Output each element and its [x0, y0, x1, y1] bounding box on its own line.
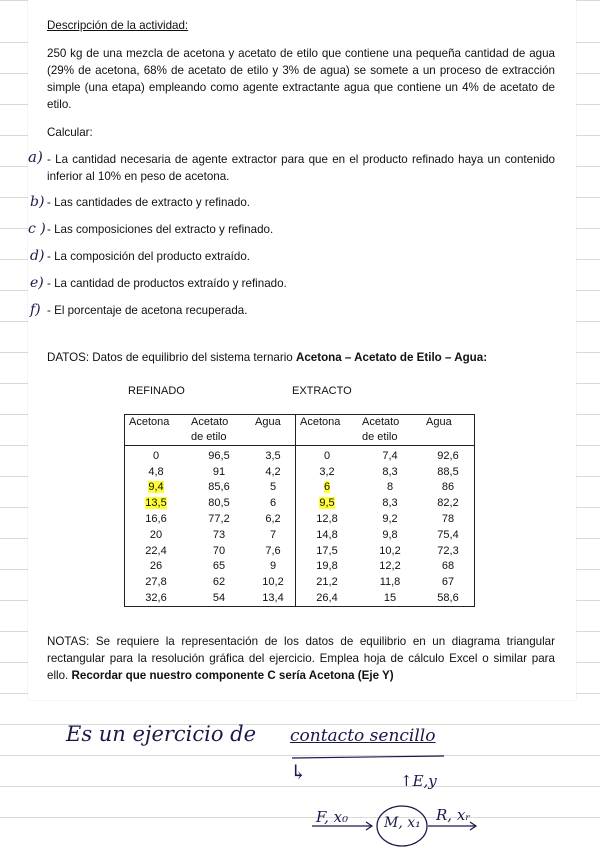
table-cell	[125, 480, 188, 496]
table-cell: 8,3	[382, 465, 398, 478]
highlighted-value: 9,4	[148, 481, 164, 494]
notes-text: NOTAS: Se requiere la representación de los datos de equilibrio en un diagrama triangular rectangular para la resolución gráfica del ejercicio. Emplea hoja de cálculo Excel o similar para ello.	[47, 635, 555, 682]
table-cell: 73	[212, 528, 226, 541]
table-cell: 0	[296, 446, 359, 464]
table-cell: 13,4	[262, 592, 284, 605]
table-row	[125, 590, 475, 606]
table-cell: 16,6	[145, 513, 167, 526]
table-row	[125, 480, 475, 496]
activity-heading: Descripción de la actividad:	[47, 19, 189, 32]
table-group-refinado: REFINADO	[128, 385, 185, 397]
col-header	[296, 415, 359, 446]
table-cell: 62	[212, 576, 226, 589]
notes-bold: Recordar que nuestro componente C sería Acetona (Eje Y)	[71, 669, 394, 682]
table-row	[125, 543, 475, 559]
col-header-line: Acetato	[191, 416, 229, 428]
handwritten-mark-d: d)	[30, 248, 45, 264]
table-cell: 88,5	[437, 465, 459, 478]
handwritten-mark-b: b)	[30, 194, 45, 210]
table-cell: 96,5	[208, 449, 230, 462]
table-cell: 7	[269, 528, 277, 541]
table-cell: 8	[386, 481, 394, 494]
table-cell: 67	[441, 576, 455, 589]
task-b: - Las cantidades de extracto y refinado.	[47, 196, 251, 209]
table-cell: 15	[383, 592, 397, 605]
table-row	[125, 574, 475, 590]
handwritten-mark-f: f)	[30, 302, 41, 318]
table-cell: 3,5	[265, 449, 281, 462]
feed-arrow-head	[366, 822, 372, 830]
table-cell: 9	[269, 560, 277, 573]
datos-prefix: DATOS: Datos de equilibrio del sistema ternario	[47, 351, 296, 364]
table-cell: 5	[269, 481, 277, 494]
highlighted-value: 6	[323, 481, 331, 494]
table-row	[125, 559, 475, 575]
handwritten-mark-a: a)	[28, 148, 43, 166]
table-cell: 91	[212, 465, 226, 478]
underline-stroke	[292, 756, 444, 758]
table-cell	[125, 495, 188, 511]
handwritten-mark-e: e)	[30, 275, 44, 291]
table-cell: 58,6	[437, 592, 459, 605]
table-cell: 14,8	[296, 527, 359, 543]
handwritten-line1b: contacto sencillo	[290, 726, 436, 746]
table-cell: 22,4	[145, 544, 167, 557]
table-header-row	[125, 415, 475, 446]
handwritten-node: M, x₁	[384, 815, 421, 831]
table-body	[125, 446, 475, 607]
table-cell: 12,2	[379, 560, 401, 573]
table-cell: 32,6	[145, 592, 167, 605]
table-cell: 80,5	[208, 497, 230, 510]
task-e: - La cantidad de productos extraído y refinado.	[47, 277, 287, 290]
calcular-label: Calcular:	[47, 126, 93, 139]
col-header-line: de etilo	[362, 431, 398, 443]
table-cell	[296, 495, 359, 511]
handwritten-right-stream: R, xᵣ	[436, 806, 471, 824]
intro-paragraph: 250 kg de una mezcla de acetona y acetato de etilo que contiene una pequeña cantidad de agua (29% de acetona, 68% de acetato de etilo y 3% de agua) se somete a un proceso de extracción simple (una etapa) empleando como agente extractante agua que contiene un 4% de acetato de etilo.	[47, 47, 555, 111]
table-cell: 72,3	[437, 544, 459, 557]
table-cell: 7,6	[265, 544, 281, 557]
table-cell: 21,2	[296, 574, 359, 590]
equilibrium-table	[124, 414, 475, 607]
table-cell: 7,4	[382, 449, 398, 462]
col-header	[125, 415, 188, 446]
handwritten-left-stream: F, x₀	[316, 808, 349, 826]
table-cell: 6	[269, 497, 277, 510]
table-cell	[296, 480, 359, 496]
handwritten-above-node: ↑E,y	[400, 772, 437, 790]
table-group-extracto: EXTRACTO	[292, 385, 352, 397]
table-cell: 3,2	[296, 464, 359, 480]
table-cell: 10,2	[379, 544, 401, 557]
table-row	[125, 495, 475, 511]
col-header	[251, 415, 296, 446]
table-cell: 20	[149, 528, 163, 541]
table-cell: 4,8	[148, 465, 164, 478]
handwritten-line1a: Es un ejercicio de	[66, 722, 257, 746]
table-cell: 11,8	[379, 576, 401, 589]
datos-line	[47, 349, 487, 366]
table-cell: 68	[441, 560, 455, 573]
highlighted-value: 13,5	[145, 497, 167, 510]
table-cell: 65	[212, 560, 226, 573]
table-cell: 9,8	[382, 528, 398, 541]
task-f: - El porcentaje de acetona recuperada.	[47, 304, 248, 317]
col-header-line: Acetato	[362, 416, 400, 428]
table-cell: 26	[149, 560, 163, 573]
datos-system: Acetona – Acetato de Etilo – Agua:	[295, 351, 488, 364]
table-cell: 70	[212, 544, 226, 557]
handwritten-arrow: ↳	[290, 760, 307, 784]
task-c: - Las composiciones del extracto y refinado.	[47, 223, 274, 236]
task-a: - La cantidad necesaria de agente extractor para que en el producto refinado haya un contenido inferior al 10% en peso de acetona.	[47, 153, 555, 183]
table-cell: 82,2	[437, 497, 459, 510]
table-cell: 54	[212, 592, 226, 605]
col-header-line: Agua	[255, 416, 281, 428]
col-header	[422, 415, 475, 446]
table-cell: 0	[152, 449, 160, 462]
table-row	[125, 511, 475, 527]
table-cell: 85,6	[208, 481, 230, 494]
highlighted-value: 9,5	[319, 497, 335, 510]
table-cell: 17,5	[296, 543, 359, 559]
table-cell: 8,3	[382, 497, 398, 510]
table-cell: 27,8	[145, 576, 167, 589]
handwritten-mark-c: c )	[28, 221, 46, 237]
table-row	[125, 446, 475, 464]
col-header-line: de etilo	[191, 431, 227, 443]
table-cell: 78	[441, 513, 455, 526]
table-cell: 9,2	[382, 513, 398, 526]
table-cell: 86	[441, 481, 455, 494]
table-cell: 12,8	[296, 511, 359, 527]
table-cell: 4,2	[265, 465, 281, 478]
table-cell: 26,4	[296, 590, 359, 606]
col-header	[187, 415, 251, 446]
table-row	[125, 464, 475, 480]
col-header-line: Acetona	[129, 416, 170, 428]
col-header	[358, 415, 422, 446]
table-cell: 6,2	[265, 513, 281, 526]
task-d: - La composición del producto extraído.	[47, 250, 251, 263]
table-cell: 75,4	[437, 528, 459, 541]
table-cell: 19,8	[296, 559, 359, 575]
notes-paragraph	[47, 633, 555, 684]
col-header-line: Acetona	[300, 416, 341, 428]
col-header-line: Agua	[426, 416, 452, 428]
table-row	[125, 527, 475, 543]
table-cell: 77,2	[208, 513, 230, 526]
table-cell: 92,6	[437, 449, 459, 462]
table-cell: 10,2	[262, 576, 284, 589]
